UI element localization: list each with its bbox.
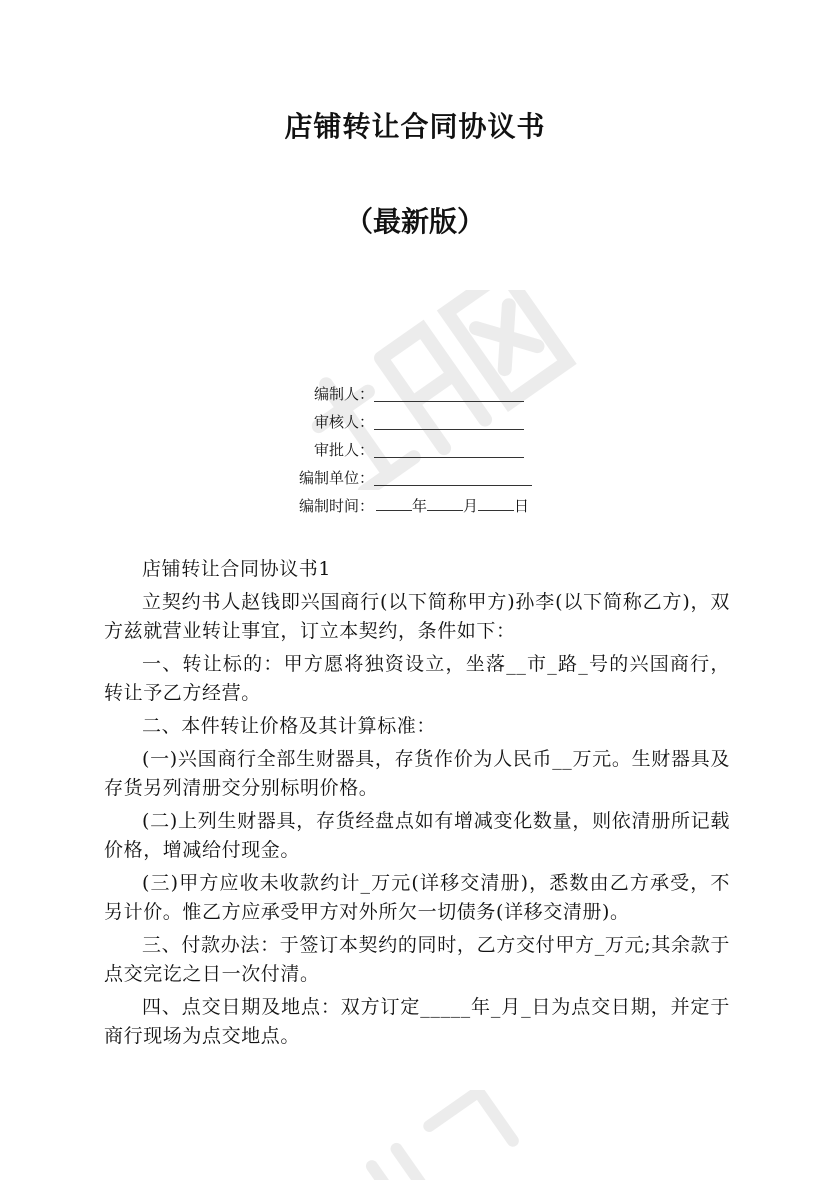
section-heading: 店铺转让合同协议书1 xyxy=(142,558,332,580)
document-subtitle: （最新版） xyxy=(344,205,485,238)
unit-row xyxy=(0,467,830,495)
preparer-label: 编制人： xyxy=(313,385,374,403)
approval-block xyxy=(0,383,830,523)
paragraph: 二、本件转让价格及其计算标准： xyxy=(142,715,437,737)
time-row xyxy=(0,495,830,523)
paragraph: (二)上列生财器具，存货经盘点如有增减变化数量，则依清册所记载价格，增减给付现金。 xyxy=(104,810,730,861)
day-field[interactable] xyxy=(478,496,514,511)
reviewer-field[interactable] xyxy=(374,429,524,430)
year-label: 年 xyxy=(412,497,428,515)
reviewer-label: 审核人： xyxy=(313,413,374,431)
preparer-field[interactable] xyxy=(374,401,524,402)
paragraph: 三、付款办法：于签订本契约的同时，乙方交付甲方_万元;其余款于点交完讫之日一次付清。 xyxy=(104,934,730,985)
paragraph: (三)甲方应收未收款约计_万元(详移交清册)，悉数由乙方承受，不另计价。惟乙方应承受甲方对外所欠一切债务(详移交清册)。 xyxy=(104,872,730,923)
paragraph: 一、转让标的：甲方愿将独资设立，坐落__市_路_号的兴国商行，转让予乙方经营。 xyxy=(104,653,730,704)
reviewer-row xyxy=(0,411,830,439)
paragraph: (一)兴国商行全部生财器具，存货作价为人民币__万元。生财器具及存货另列清册交分别标明价格。 xyxy=(104,748,730,799)
unit-field[interactable] xyxy=(374,485,532,486)
month-field[interactable] xyxy=(427,496,463,511)
approver-row xyxy=(0,439,830,467)
paragraph: 立契约书人赵钱即兴国商行(以下简称甲方)孙李(以下简称乙方)，双方兹就营业转让事宜，订立本契约，条件如下： xyxy=(104,591,730,642)
year-field[interactable] xyxy=(376,496,412,511)
date-fields xyxy=(376,495,529,516)
unit-label: 编制单位： xyxy=(298,469,374,487)
contract-body xyxy=(104,555,730,1055)
document-title: 店铺转让合同协议书 xyxy=(284,110,546,143)
preparer-row xyxy=(0,383,830,411)
paragraph: 四、点交日期及地点：双方订定_____年_月_日为点交日期，并定于商行现场为点交地点。 xyxy=(104,996,730,1047)
day-label: 日 xyxy=(514,497,530,515)
watermark-logo-bottom xyxy=(340,1090,580,1180)
approver-field[interactable] xyxy=(374,457,524,458)
time-label: 编制时间： xyxy=(298,497,374,515)
month-label: 月 xyxy=(463,497,479,515)
approver-label: 审批人： xyxy=(313,441,374,459)
